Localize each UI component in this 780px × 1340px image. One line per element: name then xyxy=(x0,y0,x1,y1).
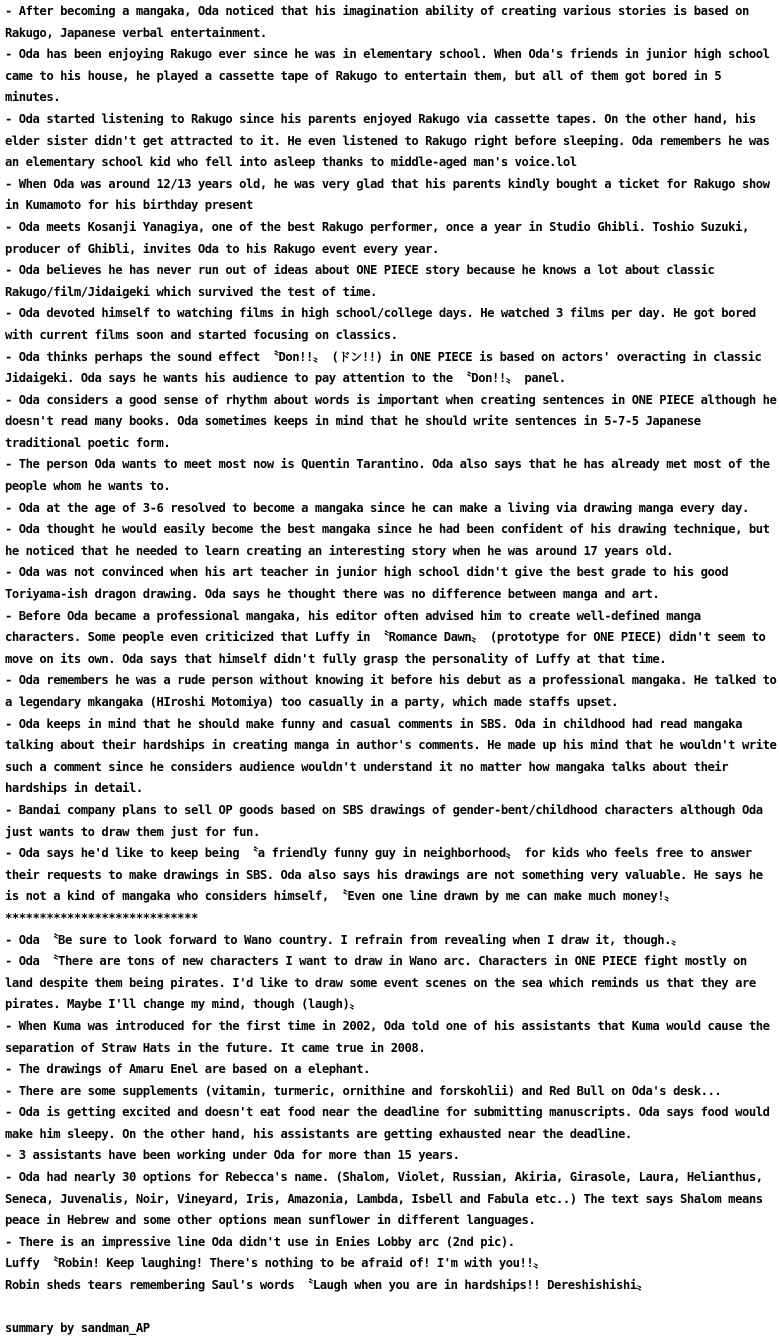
separator-line: **************************** xyxy=(5,910,198,925)
summary-paragraph: - Oda had nearly 30 options for Rebecca's name. (Shalom, Violet, Russian, Akiria, Girasole, Laura, Helianthus, Seneca, Juvenalis, Noir, Vineyard, Iris, Amazonia, Lambda, Isbell and Fabula etc..) The text says Shalom means peace in Hebrew and some other options mean sunflower in different languages. xyxy=(5,1170,763,1228)
summary-paragraph: - Oda started listening to Rakugo since his parents enjoyed Rakugo via cassette tapes. On the other hand, his elder sister didn't get attracted to it. He even listened to Rakugo right before sleeping. Oda remembers he was an elementary school kid who fell into asleep thanks to middle-aged man's voice.lol xyxy=(5,111,770,170)
summary-paragraph: - Oda believes he has never run out of ideas about ONE PIECE story because he knows a lot about classic Rakugo/film/Jidaigeki which survived the test of time. xyxy=(5,263,715,299)
summary-paragraph: - Oda considers a good sense of rhythm about words is important when creating sentences in ONE PIECE although he doesn't read many books. Oda sometimes keeps in mind that he should write sentences in 5-7-5 Japanese traditional poetic form. xyxy=(5,392,777,450)
summary-paragraph: - The person Oda wants to meet most now is Quentin Tarantino. Oda also says that he has already met most of the people whom he wants to. xyxy=(5,457,770,494)
blank-line xyxy=(5,1297,777,1319)
signature-line: summary by sandman_AP xyxy=(5,1321,150,1336)
summary-paragraph: - Oda thought he would easily become the best mangaka since he had been confident of his drawing technique, but he noticed that he needed to learn creating an interesting story when he was around 17 years old. xyxy=(5,522,770,558)
summary-paragraph: - After becoming a mangaka, Oda noticed that his imagination ability of creating various stories is based on Rakugo, Japanese verbal entertainment. xyxy=(5,4,749,40)
summary-paragraph: - 3 assistants have been working under Oda for more than 15 years. xyxy=(5,1148,460,1163)
summary-paragraph: - When Kuma was introduced for the first time in 2002, Oda told one of his assistants that Kuma would cause the separation of Straw Hats in the future. It came true in 2008. xyxy=(5,1018,770,1055)
summary-paragraph: - Oda at the age of 3-6 resolved to become a mangaka since he can make a living via drawing manga every day. xyxy=(5,500,749,515)
summary-paragraph: - There are some supplements (vitamin, turmeric, ornithine and forskohlii) and Red Bull on Oda's desk... xyxy=(5,1083,722,1098)
summary-paragraph: - There is an impressive line Oda didn't use in Enies Lobby arc (2nd pic). xyxy=(5,1234,515,1249)
summary-paragraph: Robin sheds tears remembering Saul's words 〝Laugh when you are in hardships!! Dereshishishi〟 xyxy=(5,1278,649,1293)
summary-paragraph: - Oda meets Kosanji Yanagiya, one of the best Rakugo performer, once a year in Studio Ghibli. Toshio Suzuki, producer of Ghibli, invites Oda to his Rakugo event every year. xyxy=(5,219,749,256)
summary-paragraph: - Oda keeps in mind that he should make funny and casual comments in SBS. Oda in childhood had read mangaka talking about their hardships in creating manga in author's comments. He made up his mind that he wouldn't write such a comment since he considers audience wouldn't understand it no matter how mangaka talks about their hardships in detail. xyxy=(5,716,777,796)
summary-paragraph: Luffy 〝Robin! Keep laughing! There's nothing to be afraid of! I'm with you!!〟 xyxy=(5,1256,546,1271)
summary-paragraph: - Oda was not convinced when his art teacher in junior high school didn't give the best grade to his good Toriyama-ish dragon drawing. Oda says he thought there was no difference between manga and art. xyxy=(5,565,729,602)
summary-document xyxy=(5,1,777,1340)
summary-paragraph: - The drawings of Amaru Enel are based on a elephant. xyxy=(5,1062,371,1077)
summary-paragraph: - Oda 〝There are tons of new characters I want to draw in Wano arc. Characters in ONE PIECE fight mostly on land despite them being pirates. I'd like to draw some event scenes on the sea which reminds us that they are pirates. Maybe I'll change my mind, though (laugh)〟 xyxy=(5,954,756,1012)
summary-paragraph: - Oda thinks perhaps the sound effect 〝Don!!〟 (ドン!!) in ONE PIECE is based on actors' overacting in classic Jidaigeki. Oda says he wants his audience to pay attention to the 〝Don!!〟 panel. xyxy=(5,349,762,386)
summary-paragraph: - Oda says he'd like to keep being 〝a friendly funny guy in neighborhood〟 for kids who feels free to answer their requests to make drawings in SBS. Oda also says his drawings are not something very valuable. He says he is not a kind of mangaka who considers himself, 〝Even one line drawn by me can make much money!〟 xyxy=(5,846,763,904)
summary-paragraph: - When Oda was around 12/13 years old, he was very glad that his parents kindly bought a ticket for Rakugo show in Kumamoto for his birthday present xyxy=(5,176,770,213)
summary-paragraph: - Oda has been enjoying Rakugo ever since he was in elementary school. When Oda's friends in junior high school came to his house, he played a cassette tape of Rakugo to entertain them, but all of them got bored in 5 minutes. xyxy=(5,47,770,105)
summary-paragraph: - Oda remembers he was a rude person without knowing it before his debut as a professional mangaka. He talked to a legendary mkangaka (HIroshi Motomiya) too casually in a party, which made staffs upset. xyxy=(5,673,777,709)
summary-paragraph: - Oda devoted himself to watching films in high school/college days. He watched 3 films per day. He got bored with current films soon and started focusing on classics. xyxy=(5,306,756,342)
summary-paragraph: - Oda 〝Be sure to look forward to Wano country. I refrain from revealing when I draw it, though.〟 xyxy=(5,932,683,947)
summary-paragraph: - Before Oda became a professional mangaka, his editor often advised him to create well-defined manga characters. Some people even criticized that Luffy in 〝Romance Dawn〟 (prototype for ONE PIECE) didn't seem to move on its own. Oda says that himself didn't fully grasp the personality of Luffy at that time. xyxy=(5,608,766,666)
summary-paragraph: - Bandai company plans to sell OP goods based on SBS drawings of gender-bent/childhood characters although Oda just wants to draw them just for fun. xyxy=(5,802,763,839)
summary-paragraph: - Oda is getting excited and doesn't eat food near the deadline for submitting manuscripts. Oda says food would make him sleepy. On the other hand, his assistants are getting exhausted near the deadline. xyxy=(5,1105,770,1141)
